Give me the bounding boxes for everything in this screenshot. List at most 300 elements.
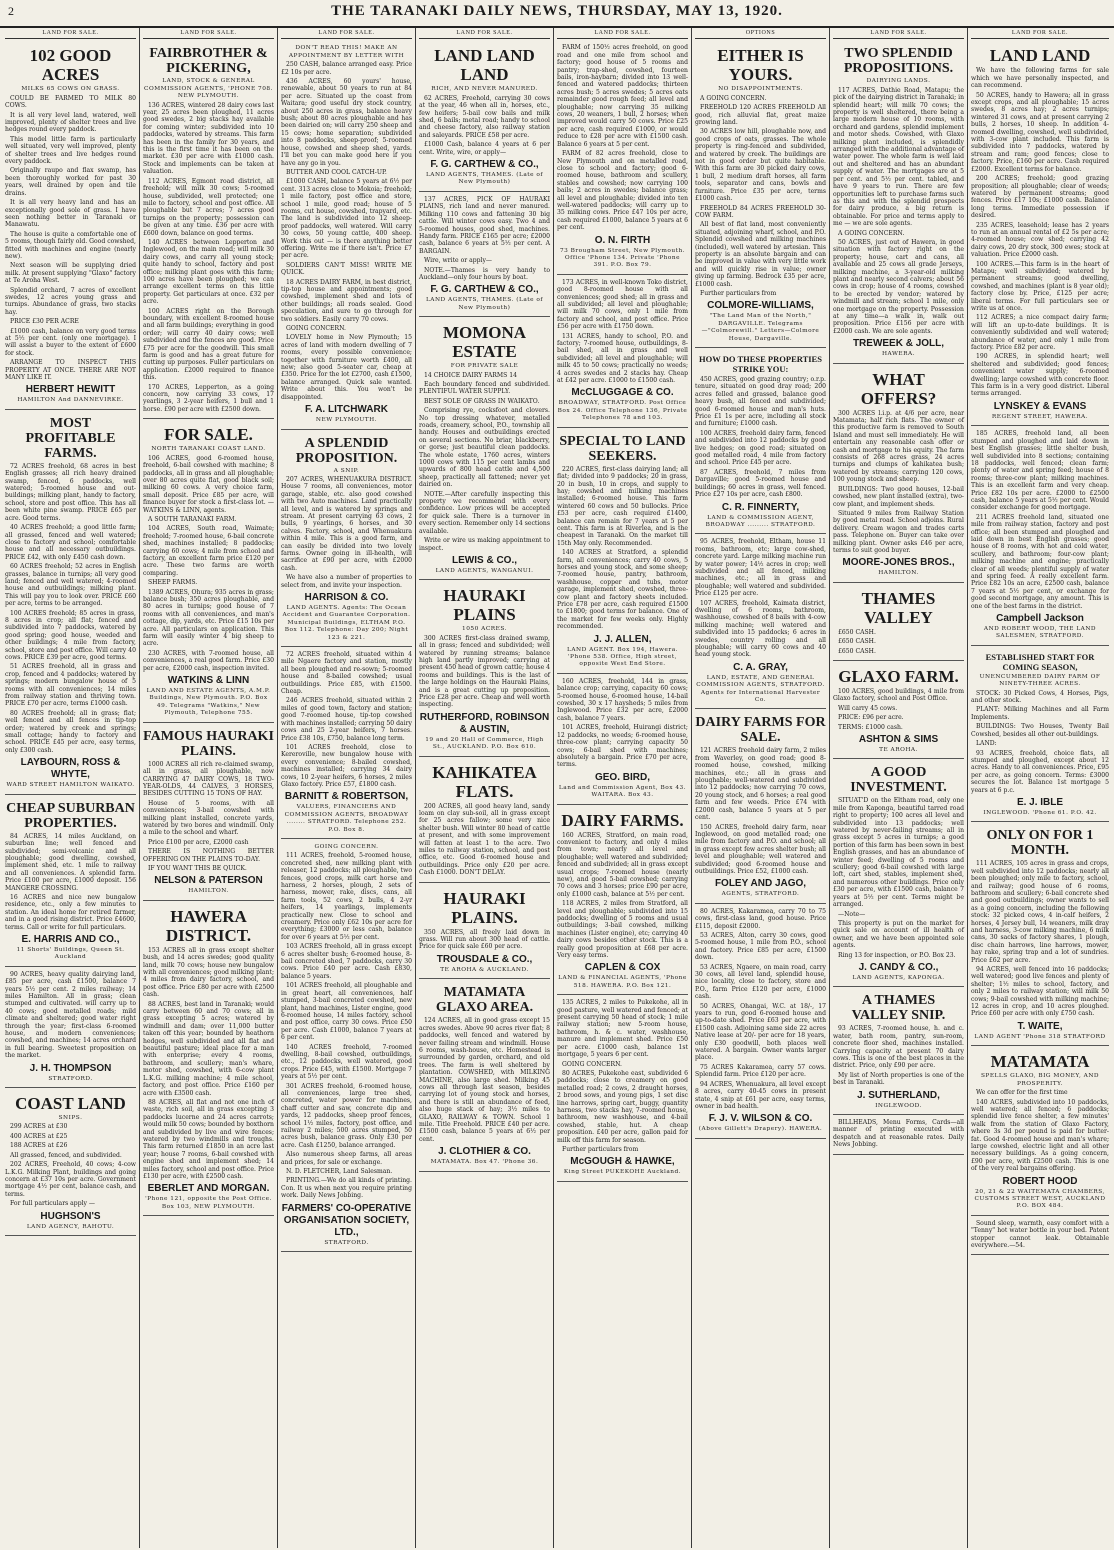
ad-paragraph: SOLDIERS CAN'T MISS! WRITE ME QUICK. <box>281 261 412 277</box>
agent-address: LAND AND ESTATE AGENTS, A.M.P. Buildings, New Plymouth. P.O. Box 49. Telegrams "Watkins," New Plymouth, Telephone 755. <box>146 688 271 717</box>
agent-name: E. J. IBLE <box>1016 796 1064 808</box>
ad-paragraph: PRICE: £96 per acre. <box>838 714 904 722</box>
agent-address: LAND AGENTS, THAMES. (Late of New Plymouth) <box>425 297 544 311</box>
ad-paragraph: 112 ACRES, Egmont road district, all freehold; will milk 30 cows; 5-roomed house, subdivided, well protected; one mile to factory, school and post office. All ploughable but 7 acres; 7 acres good turnips on the property; possession can be given at any time. £36 per acre with £600 down, balance on good terms. <box>143 177 274 237</box>
ad-subhead: GOING CONCERN. <box>314 843 379 850</box>
ad-paragraph: SHEEP FARMS. <box>148 579 198 587</box>
ad-paragraph: We have also a number of properties to select from, and invite your inspection. <box>281 574 412 589</box>
advertisement <box>281 432 412 648</box>
ad-paragraph: 140 ACRES freehold, 7-roomed dwelling, 8-bail cowshed, outbuildings, etc., 12 paddocks, well watered, good crops. Price £45, with £1500. Mortgage 7 years at 5½ per cent. <box>281 1043 412 1081</box>
agent-address: TE AROHA & AUCKLAND. <box>440 966 529 973</box>
ad-paragraph: GOING CONCERN. <box>562 1060 622 1068</box>
ad-paragraph: 50 ACRES, just out of Hawera, in good situation with factory right on the property; house, cart and cans, all available and 25 cows all grade Jerseys, milking machine, a 3-year-old milking plant and nearly second calvers; about 56 cows in crop; house of 4 rooms, cowshed to be erected by vendor; watered by windmill and stream; school 1 mile, only one mortgage on the property. Possession at any time—a walk in, walk out proposition. Price £156 per acre with £2000 cash. We are sole agents. <box>833 238 964 335</box>
ad-subhead: DAIRYING LANDS. <box>866 78 931 85</box>
ad-paragraph: Sound sleep, warmth, easy comfort with a "Tenny" hot water bottle in your bed. Patent stopper cannot leak. Obtainable everywhere.—54. <box>971 1219 1109 1249</box>
ad-headline: ONLY ON FOR 1 MONTH. <box>986 828 1094 859</box>
agent-address: BROADWAY, STRATFORD. Post Office Box 24. Office Telephone 136, Private Telephones 78 and 103. <box>557 400 688 422</box>
agent-name: FOLEY AND JAGO, <box>714 878 807 890</box>
ad-paragraph: THERE IS NOTHING BETTER OFFERING ON THE PLAINS TO-DAY. <box>143 848 274 863</box>
ad-headline: GLAXO FARM. <box>838 666 959 686</box>
ad-paragraph: For full particulars apply — <box>10 1200 96 1208</box>
ad-paragraph: ARRANGE TO INSPECT THIS PROPERTY AT ONCE. THERE ARE NOT MANY LIKE IT. <box>5 359 136 382</box>
ad-paragraph: 80 ACRES, Pukekohe east, subdivided 6 paddocks; close to creamery on good metalled road; 2 cows, 2 draught horses, 2 brood sows, and young pigs, 1 set disc line harrows, spring cart, buggy, quantity harness, two stacks hay, 7-roomed house, bathroom, new washhouse, and 4-bail cowshed, stable, hut. A cheap proposition. £40 per acre, gallon paid for milk off this farm for season. <box>557 1069 688 1144</box>
agent-name: EBERLET AND MORGAN. <box>147 1183 270 1195</box>
ad-headline: LAND LAND LAND <box>434 46 535 85</box>
ad-paragraph: 107 ACRES, freehold, Kaimata district, dwelling of 6 rooms, bathroom, washhouse, cowshed of 8 bails with 4-cow milking machine; well watered and subdivided into 15 paddocks; 6 acres in swedes, country rolling and all ploughable; will carry 60 cows and 40 head young stock. <box>695 599 826 659</box>
advertisement <box>695 536 826 709</box>
ad-headline: HAURAKI PLAINS. <box>443 888 526 927</box>
agent-address: 11 Shorts' Buildings, Queen St. Auckland <box>16 946 125 961</box>
ad-headline: HOW DO THESE PROPERTIES STRIKE YOU: <box>699 354 822 374</box>
agent-address: INGLEWOOD. <box>875 1102 922 1109</box>
agent-address: 19 and 20 Hall of Commerce, High St., AUCKLAND. P.O. Box 610. <box>425 736 544 751</box>
agent-address: HAWERA. <box>881 351 916 358</box>
advertisement <box>971 824 1109 1046</box>
ad-paragraph: Ring 13 for inspection, or P.O. Box 23. <box>838 951 956 959</box>
ad-paragraph: 101 ACRES, freehold, Huirangi district; 12 paddocks, no weeds; 6-roomed house, three-cow plant; carrying capacity 50 cows; 6-bail shed with machines; absolutely a bargain. Price £70 per acre, terms. <box>557 724 688 769</box>
advertisement <box>143 42 274 419</box>
ad-headline: ESTABLISHED START FOR COMING SEASON, <box>985 651 1095 672</box>
ad-paragraph: 173 ACRES, in well-known Toko district, good 8-roomed house with all conveniences; good shed; all in grass and all subdivided; all level and ploughable; will milk 70 cows, only 1 mile from factory and school, and post office. Price £56 per acre with £1750 down. <box>557 278 688 331</box>
ad-subhead: MILKS 65 COWS ON GRASS. <box>21 86 120 93</box>
agent-name: RUTHERFORD, ROBINSON & AUSTIN, <box>419 711 550 735</box>
advertisement <box>695 711 826 903</box>
advertisement <box>557 277 688 428</box>
advertisement <box>557 430 688 674</box>
advertisement <box>833 585 964 661</box>
agent-address: INGLEWOOD. 'Phone 61. P.O. 42. <box>983 809 1097 816</box>
advertisement <box>833 989 964 1115</box>
ad-paragraph: 100 ACRES freehold; 85 acres in grass, 8 acres in crop; all flat; fenced and subdivided into 7 paddocks, watered by good spring; good house, weeded and other buildings; 4 mile from factory, school, store and post office. Will carry 40 cows. PRICE £39 per acre, good terms. <box>5 609 136 661</box>
ad-headline: TWO SPLENDID PROPOSITIONS. <box>843 46 954 77</box>
agent-address: LAND AGENT 'Phone 318 STRATFORD <box>974 1033 1106 1040</box>
agent-address: WARD STREET HAMILTON WAIKATO. <box>6 782 135 789</box>
ad-paragraph: Originally raupo and flax swamp, has been thoroughly worked for past 30 years, well drained by open and tile drains. <box>5 167 136 197</box>
ad-paragraph: £650 CASH. <box>838 638 876 646</box>
advertisement <box>419 759 550 883</box>
ad-paragraph: 18 ACRES DAIRY FARM, in best district, tip-top house and appointments; good cowshed, implement shed and lots of other buildings; all roads sealed. Good speculation, and sure to go through for two soldiers. Easily carry 70 cows. <box>281 278 412 323</box>
column-heading: LAND FOR SALE. <box>971 28 1109 39</box>
agent-name: J. H. THOMPSON <box>29 1062 112 1074</box>
ad-paragraph: 88 ACRES, best land in Taranaki; would carry between 60 and 70 cows; all in grass excepting 5 acres; watered by windmill and dam; over 11,000 butter taken off this year; bounded by heathorn hedges, well subdivided and all flat and beautiful pasture; ideal place for a man with enterprise; every 4 rooms, bathroom, and scullery; man's whare, motor shed, cowshed, with 6-cow plant L.K.G. milking machine; 4 mile school, factory, and post office. Price £160 per acre with £3500 cash. <box>143 1000 274 1097</box>
ad-paragraph: 160 ACRES, Stratford, on main road, convenient to factory, and only 4 miles from town; nearly all level and ploughable; well watered and subdivided; fenced and subdivided; all in grass except usual crops; 7-roomed house (nearly new), and good 5-bail cowshed; carrying 70 cows and 3 horses; price £90 per acre, only £1000 cash, balance at 5½ per cent. <box>557 831 688 898</box>
ad-headline: MATAMATA GLAXO AREA. <box>435 985 534 1016</box>
ad-paragraph: STOCK: 30 Picked Cows, 4 Horses, Pigs, and other stock. <box>971 689 1109 705</box>
ad-paragraph: 230 ACRES, with 7-roomed house, all conveniences, a real good farm. Price £30 per acre, £2000 cash, inspection invited. <box>143 649 274 672</box>
ad-paragraph: Each boundary fenced and subdivided. PLENTIFUL WATER SUPPLY. <box>419 380 550 396</box>
ad-paragraph: 60 ACRES freehold; 52 acres in English grasses, balance in turnips; all very good land; fenced and well watered; 4-roomed house and outbuildings; milking plant. This will pay you to look over. PRICE £60 per acre, terms to be arranged. <box>5 563 136 608</box>
ad-paragraph: 118 ACRES, 2 miles from Stratford, all level and ploughable; subdivided into 15 paddocks; dwelling of 5 rooms and usual outbuildings; 3-bail cowshed, milking machines (Lister engine), etc; carrying 40 dairy cows besides other stock. This is a really good proposition at £68 per acre. Very easy terms. <box>557 900 688 960</box>
ad-paragraph: Price £100 per acre, £2000 cash <box>148 838 249 846</box>
advertisement <box>5 1090 136 1236</box>
ad-subhead: NORTH TARANAKI COAST LAND. <box>151 446 266 453</box>
agent-address: STRATFORD. <box>48 1075 93 1082</box>
ad-paragraph: 53 ACRES, Ngaere, on main road, carry 30 cows, all level land, splendid house, nice locality, close to factory, store and P.O., farm Price £120 per acre, £1000 cash. <box>695 963 826 1001</box>
advertisement <box>419 582 550 756</box>
agent-name: E. HARRIS AND CO., <box>21 933 120 945</box>
advertisement <box>557 997 688 1182</box>
ad-headline: CHEAP SUBURBAN PROPERTIES. <box>6 800 135 831</box>
ad-paragraph: 299 ACRES at £30 <box>10 1123 68 1131</box>
ad-paragraph: 1389 ACRES, Ohura; 935 acres in grass; balance bush; 350 acres ploughable, and 80 acres in turnips; good house of 7 rooms with all conveniences, and man's cottage, dip, yards, etc. Price £15 10s per acre. All particulars on application. This farm will easily winter 4 big sheep to acre. <box>143 588 274 648</box>
ad-headline: KAHIKATEA FLATS. <box>432 762 537 801</box>
column-6 <box>692 28 830 1548</box>
advertisement <box>971 1218 1109 1256</box>
ad-paragraph: 300 ACRES l.i.p. at 4/6 per acre, near Matamata; half rich flats. The owner of this productive farm is removed to South Island and must sell immediately. He will entertain any reasonable cash offer or cash and mortgage to his equity. The farm consists of 268 acres grass, 24 acres turnips and clumps of kahikatea bush; watered by streams; carrying 120 cows, 100 young stock and sheep. <box>833 409 964 484</box>
ad-paragraph: 160 ACRES, freehold, 144 in grass, balance crop; carrying, capacity 60 cows; 5-roomed house, 6-roomed house, 14-bail cowshed, 30 x 17 haysheds; 5 miles from Inglewood. Price £32 per acre, £2000 cash, balance 7 years. <box>557 677 688 722</box>
ad-paragraph: BEST SOLE OF GRASS IN WAIKATO. <box>424 397 540 405</box>
agent-name: ASHTON & SIMS <box>858 734 939 745</box>
ad-paragraph: 185 ACRES, freehold land, all been stumped and ploughed and laid down in best English grasses; little shelter bush, well subdivided into 8 sections; containing 18 paddocks, well fenced; clean farm; plenty of water and spring feed; house of 8 rooms; three-cow plant; milking machines. This is an excellent farm and very cheap. Price £82 10s per acre. £2000 to £2500 cash, balance 5 years at 5½ per cent. Would consider exchange for good mortgage. <box>971 430 1109 512</box>
agent-name: GEO. BIRD, <box>594 771 650 783</box>
agent-name: F. G. CARTHEW & CO., <box>430 284 539 296</box>
column-heading: LAND FOR SALE. <box>419 28 550 39</box>
ad-paragraph: 100 ACRES, freehold dairy farm, fenced and subdivided into 12 paddocks by good live hedges; on good road; situated on good metalled road, 4 mile from factory and school. Price £45 per acre. <box>695 429 826 467</box>
advertisement <box>971 648 1109 823</box>
agent-address: Land and Commission Agent, Box 43. WAITARA. Box 43. <box>558 784 687 799</box>
ad-headline: DAIRY FARMS. <box>561 810 684 830</box>
ad-paragraph: Next season will be supplying dried milk. At present supplying "Glaxo" factory at Te Aroha West. <box>5 262 136 285</box>
ad-paragraph: Also numerous sheep farms, all areas and prices, for sale or exchange. <box>281 1151 412 1166</box>
ad-headline: WHAT OFFERS? <box>860 369 937 408</box>
ad-headline: EITHER IS YOURS. <box>717 46 804 85</box>
agent-address: (Above Gillett's Drapery). HAWERA. <box>698 1126 823 1133</box>
ad-headline: FOR SALE. <box>164 425 253 445</box>
ad-paragraph: Further particulars from <box>562 1145 639 1153</box>
advertisement <box>833 42 964 363</box>
ad-paragraph: 75 ACRES Kakaramea, carry 57 cows. Splendid farm. Price £120 per acre. <box>695 1063 826 1079</box>
advertisement <box>557 807 688 996</box>
advertisement <box>695 42 826 348</box>
ad-paragraph: 103 ACRES freehold, all in grass except 6 acres shelter bush; 6-roomed house, 8-bail concreted shed, 7 paddocks, carry 30 cows. Price £40 per acre. Cash £830, balance 5 years. <box>281 943 412 980</box>
ad-paragraph: 188 ACRES at £26 <box>10 1142 68 1150</box>
ad-paragraph: £1000 CASH, balance 5 years at 6½ per cent. 313 acres close to Mokoia; freehold; 1 mile factory, post office and store, school 1 mile, good road; house of 5 rooms, cut house, cowshed, trapyard, etc. The land is subdivided into 12 sheep-proof paddocks, well watered. Will carry 30 cows, 50 young cattle, 400 sheep. Work this out — is there anything better offering. Write me if there isn't. Price £7 per acre. <box>281 178 412 260</box>
column-heading: LAND FOR SALE. <box>143 28 274 39</box>
ad-paragraph: 100 ACRES right on the Borough boundary, with excellent 8-roomed house and all farm buildings; everything in good order; will carry 40 dairy cows; well subdivided and the fences are good. Price £75 per acre for the goodwill. This small farm is good and has a great future for cutting up purposes. Fuller particulars on application. £2000 required to finance this. <box>143 307 274 382</box>
ad-paragraph: 436 ACRES, 60 yours' house, renewable, about 50 years to run at 84 per acre. Situated up the coast from Waitara; good useful dry stock country, about 250 acres in grass, balance heavy bush; about 80 acres ploughable and has been dairied on; will carry 250 sheep and 15 cows; home separation; subdivided into 8 paddocks, sheep-proof; 5-roomed house, cowshed and sheep shed, yards. I'll bet you can make good here if you have any go in you. <box>281 78 412 167</box>
column-8 <box>968 28 1112 1548</box>
ad-headline: COAST LAND <box>15 1094 126 1114</box>
advertisement <box>143 903 274 1216</box>
ad-paragraph: 72 ACRES freehold, 68 acres in best English grasses; all rich heavy drained swamp, fenced, 6 paddocks, well watered; 5-roomed house and out-buildings; milking plant, handy to factory, school, store and post office. This has all been white pine swamp. PRICE £65 per acre. Good terms. <box>5 462 136 522</box>
column-heading: LAND FOR SALE. <box>833 28 964 39</box>
ad-paragraph: The house is quite a comfortable one of 5 rooms, though fairly old. Good cowshed, fitted with machines and engine (nearly new). <box>5 230 136 260</box>
ad-headline: A GOOD INVESTMENT. <box>850 765 947 796</box>
ad-headline: 102 GOOD ACRES <box>29 46 112 85</box>
agent-name: LYNSKEY & EVANS <box>993 400 1087 412</box>
ad-paragraph: A SOUTH TARANAKI FARM. <box>148 515 237 523</box>
ad-paragraph: 190 ACRES, in splendid heart; well sheltered and subdivided; good fences; convenient water supply; 6-roomed dwelling; large cowshed with concrete floor. This farm is in a very good district. Liberal terms arranged. <box>971 353 1109 398</box>
ad-paragraph: 136 ACRES, wintered 28 dairy cows last year, 25 acres been ploughed, 11 acres good swedes, 2 big stacks hay available for coming winter; subdivided into 10 paddocks, watered by streams. This farm has been in the family for 30 years, and this is the first time it has been on the market. £30 per acre with £1000 cash. Stock and implements can be taken at valuation. <box>143 101 274 176</box>
ad-paragraph: 153 ACRES all in grass except shelter bush, and 14 acres swedes; good quality land, milk 70 cows; house new bungalow with all conveniences; good milking plant; 4 miles from dairy factory, school, and post office. Price £80 per acre with £2500 cash. <box>143 946 274 999</box>
ad-paragraph: 40 ACRES freehold; a good little farm; all grassed, fenced and well watered; close to factory and school; comfortable house and all necessary outbuildings. PRICE £42, with only £450 cash down. <box>5 524 136 561</box>
ad-paragraph: 101 ACRES freehold, close to Kereroville, new bungalow house with every convenience; 8-bailed cowshed, machines installed; carrying 34 dairy cows, 10 2-year heifers, 6 horses, 2 miles Glaxo factory. Price £57, £1800 cash. <box>281 743 412 788</box>
ad-paragraph: Write or wire us making appointment to inspect. <box>419 537 550 552</box>
ad-paragraph: BUILDINGS: Two good houses, 12-bail cowshed, new plant installed (extra), two-cow plant, and implement sheds. <box>833 485 964 508</box>
agent-name: FARMERS' CO-OPERATIVE ORGANISATION SOCIETY, LTD., <box>281 1202 412 1238</box>
column-2 <box>140 28 278 1548</box>
ad-headline: LAND LAND <box>989 46 1091 66</box>
ad-paragraph: 50 ACRES, Ohangai, W.C. at 18/-, 17 years to run, good 6-roomed house and up-to-date shed. Price £63 per acre, with £1500 cash. Adjoining same side 22 acres Native lease at 20/- per acre for 18 years, only £30 goodwill, both places well watered. A bargain. Owner wants larger place. <box>695 1002 826 1062</box>
ad-paragraph: 150 ACRES, freehold dairy farm, near Inglewood, on good metalled road; one mile from factory and P.O. and school; all in grass except few acres shelter bush; all level and ploughable; well watered and subdivided; good 6-roomed house and outbuildings. Price £52, £1000 cash. <box>695 823 826 875</box>
advertisement <box>143 725 274 901</box>
ad-headline: THAMES VALLEY <box>861 588 936 627</box>
ad-paragraph: A GOING CONCERN. <box>700 94 767 102</box>
ad-paragraph: 140 ACRES at Stratford, a splendid farm, all conveniences; carry 40 cows, 5 horses and young stock, and some sheep; 7-roomed house, pantry, bathroom, washhouse, copper and tubs, motor garage, implement shed, cowshed, three-cow plant and factory sheets included. Price £78 per acre, cash required £1500 to £1800; good terms for balance. One of the market for few weeks only. Highly recommended. <box>557 549 688 631</box>
advertisement <box>419 194 550 317</box>
ad-paragraph: House of 5 rooms, with all conveniences; 3-bail cowshed with milking plant installed, concrete yards, watered by two bores and windmill. Only a mile to the school and wharf. <box>143 799 274 837</box>
ad-paragraph: 301 ACRES freehold, 6-roomed house, all conveniences, large tree shed, concreted, water power for machines, chaff cutter and saw, concrete dip and yards, 12 paddocks, sheep proof fences, school 1½ miles, factory, post office, and railway 2 miles; 500 acres stumped, 50 acres bush, balance grass. Only £30 per acre. Cash £1250, balance arranged. <box>281 1082 412 1149</box>
agent-name: HERBERT HEWITT <box>25 384 116 396</box>
ad-paragraph: 90 ACRES, heavy quality dairying land, £85 per acre, cash £1500, balance 7 years 5½ per cent. 2 miles railway; 14 miles Hamilton. All in grass; clean stumped and cultivated. will carry up to 40 cows; good metalled roads; mild climate and sheltered; good water right through the year; first-class 6-roomed house, and modern conveniences; cowshed, and machines; 14 acres orchard in full bearing. Sweetest proposition on the market. <box>5 970 136 1060</box>
ad-paragraph: Splendid orchard, 7 acres of excellent swedes, 12 acres young grass and turnips. Abundance of grass, two stacks hay. <box>5 286 136 316</box>
ad-paragraph: 80 ACRES freehold; all in grass; flat; well fenced and all fences in tip-top order; watered by creek and springs; small cottage; handy to factory and school. PRICE £45 per acre, easy terms, only £300 cash. <box>5 709 136 754</box>
agent-name: T. WAITE, <box>1017 1020 1063 1032</box>
advertisement <box>419 319 550 580</box>
agent-address: 73 Brougham Street, New Plymouth. Office 'Phone 134. Private 'Phone 391. P.O. Box 79. <box>559 247 686 269</box>
ad-paragraph: FREEHOLD 84 ACRES FREEHOLD 30-COW FARM. <box>695 204 826 219</box>
column-heading: OPTIONS <box>695 28 826 39</box>
ad-headline: HAURAKI PLAINS <box>443 586 526 625</box>
ad-paragraph: FARM of 150½ acres freehold, on good road and one mile from school and factory; good house of 5 rooms and pantry; trap-shed, cowshed, fourteen bails, iron-haybarn; divided into 13 well-fenced and watered paddocks; thirteen acres bush; 5 acres swedes; 5 acres oats remainder good rough feed; all level and ploughable; now carrying 35 milking cows, 20 weaners, 1 bull, 2 horses; when improved would carry 50 cows. Price £25 per acre, cash required £1000, or would reduce to £28 per acre with £1500 cash. Balance 6 years at 5 per cent. <box>557 44 688 148</box>
ad-paragraph: Situated 9 miles from Railway Station by good metal road. School adjoins. Rural delivery. Cream wagon and trades carts pass. Telephone on. Buyer can take over milking plant. Owner asks £46 per acre, terms to suit good buyer. <box>833 509 964 554</box>
ad-paragraph: 121 ACRES freehold dairy farm, 2 miles from Waverley, on good road; good 8-roomed house, cowshed, milking machines, etc.; all in grass and ploughable; well-watered and subdivided into 12 paddocks; now carrying 70 cows, 20 young stock, and 6 horses; a real good farm and few weeds. Price £74 with £2000 cash, balance 5 years at 5 per cent. <box>695 747 826 822</box>
agent-address: HAMILTON And DANNEVIRKE. <box>17 397 124 404</box>
ad-paragraph: N. D. FLETCHER, Land Salesman. <box>286 1168 393 1176</box>
advertisement <box>971 428 1109 646</box>
advertisement <box>5 797 136 967</box>
ad-subhead: NO DISAPPOINTMENTS. <box>718 86 803 93</box>
ad-paragraph: We can offer for the first time <box>976 1089 1068 1097</box>
agent-address: LAND, ESTATE, AND GENERAL COMMISSION AGENTS, STRATFORD. Agents for International Harvester Co. <box>696 674 825 704</box>
page-number: 2 <box>8 4 15 18</box>
agent-address: STRATFORD. <box>324 1239 369 1246</box>
ad-subhead: FOR PRIVATE SALE <box>450 363 519 370</box>
ad-paragraph: Comprising rye, cocksfoot and clovers. No top dressing whatever, metalled roads, creamery, school, P.O., township all handy. Houses and outbuildings erected on several sections. No briar, blackberry, or gorse; just beautiful clean paddocks. The whole estate, 1760 acres, winters 1000 cows with 115 per cent lambs and upwards of 800 head cattle and 4,500 sheep, practically all fattened; never yet dairied on. <box>419 407 550 489</box>
column-7 <box>830 28 968 1548</box>
agent-name: ROBERT HOOD <box>1002 1175 1078 1187</box>
ad-paragraph: 400 ACRES at £25 <box>10 1132 68 1140</box>
agent-name: McGOUGH & HAWKE, <box>570 1156 675 1168</box>
ad-paragraph: All grassed, fenced, and subdivided. <box>10 1151 122 1159</box>
ad-paragraph: 207 ACRES, WHENUAKURA DISTRICT. House 7 rooms, all conveniences, motor garage, stable, etc. also good cowshed with two Auto machines. Land practically all level, and is watered by springs and stream. At present carrying 63 cows, 2 bulls, 9 yearlings, 6 horses, and 30 calves. Factory, school, and Whenuakura within 4 mile. This is a good farm, and can easily be divided into two lovely farms. Owner going in ill-health, will sacrifice at £90 per acre, with £2000 cash. <box>281 475 412 572</box>
advertisement <box>695 906 826 1139</box>
agent-name: J. SUTHERLAND, <box>857 1089 940 1101</box>
agent-name: J. CLOTHIER & CO. <box>438 1146 531 1158</box>
ad-paragraph: 246 ACRES freehold, situated within 2 miles of good town, factory and station; good 7-roomed house, tip-top cowshed with machines installed; carrying 50 dairy cows and 25 2-year heifers, 7 horses. Price £38 10s, £750, balance long term. <box>281 697 412 742</box>
ad-headline: SPECIAL TO LAND SEEKERS. <box>559 433 686 464</box>
ad-paragraph: 14 CHOICE DAIRY FARMS 14 <box>424 371 517 379</box>
ad-paragraph: 131 ACRES, handy to school, P.O. and factory; 7-roomed house, outbuildings, 8-bail shed, all in grass and well subdivided; all level and ploughable; will milk 45 to 50 cows; practically no weeds; 4 acres swedes and 2 stacks hay. Cheap at £42 per acre. £1000 to £1500 cash. <box>557 332 688 385</box>
ad-headline: MATAMATA <box>990 1052 1090 1072</box>
masthead <box>0 0 1114 28</box>
ad-paragraph: Further particulars from <box>700 289 777 297</box>
ad-paragraph: 202 ACRES, Freehold, 40 cows; 4-cow L.K.G. Milking Plant, buildings and going concern at £37 10s per acre. Government mortgage 4½ per cent, balance cash, and terms. <box>5 1161 136 1198</box>
ad-paragraph: 50 ACRES, handy to Hawera; all in grass except crops, and all ploughable; 15 acres swedes, 8 acres hay; 2 acres turnips; wintered 31 cows, and at present carrying 2 bulls, 2 horses, 10 sheep. In addition 4-roomed dwelling, cowshed, well subdivided, with 3-cow plant included. This farm is subdivided into 7 paddocks, watered by stream and ram; good fences; close to factory. Price, £160 per acre. Cash required £2000. Excellent terms for balance. <box>971 91 1109 173</box>
ad-headline: A SPLENDID PROPOSITION. <box>295 435 398 466</box>
ad-headline: A THAMES VALLEY SNIP. <box>851 993 946 1024</box>
agent-address: HAMILTON. <box>188 888 229 895</box>
ad-paragraph: 200 ACRES; freehold; good grazing proposition; all ploughable; clear of weeds; watered by permanent streams; good fences. Price £17 10s; £1000 cash. Balance long terms. Immediate possession if desired. <box>971 175 1109 220</box>
agent-address: LAND AGENCY, RAHOTU. <box>26 1223 115 1230</box>
advertisement <box>833 1117 964 1155</box>
ad-paragraph: 250 CASH, balance arranged easy. Price £2 10s per acre. <box>281 61 412 76</box>
ad-paragraph: FARM of 82 acres freehold, close to New Plymouth and on metalled road, close to school and factory; good 6-roomed house, bathroom and scullery, stables and cowshed; now carrying 100 bails; 2 acres in swedes; balance grass; all level and ploughable; divided into ten well-watered paddocks; will carry up to 35 milking cows. Price £47 10s per acre, cash required £1000, balance 5 years at 6 per cent. <box>557 150 688 232</box>
agent-name: TROUSDALE & CO., <box>436 953 533 965</box>
column-4 <box>416 28 554 1548</box>
agent-name: J. J. ALLEN, <box>593 633 652 645</box>
ad-subhead: RICH, AND NEVER MANURED. <box>431 86 538 93</box>
ad-paragraph: COULD BE FARMED TO MILK 80 COWS. <box>5 94 136 110</box>
ad-paragraph: FREEHOLD 120 ACRES FREEHOLD All good, rich alluvial flat, great maize growing land. <box>695 104 826 127</box>
ad-paragraph: LAND: <box>976 740 997 748</box>
ad-paragraph: Wire, write or apply— <box>424 257 493 265</box>
ad-subhead: SNIPS. <box>58 1115 83 1122</box>
column-heading: LAND FOR SALE. <box>5 28 136 39</box>
ad-paragraph: £1000 cash, balance on very good terms at 5½ per cent. (only one mortgage). I will assist a buyer to the extent of £600 for stock. <box>5 327 136 357</box>
classified-page <box>2 28 1112 1548</box>
agent-name: McCLUGGAGE & CO. <box>571 387 674 399</box>
ad-headline: MOST PROFITABLE FARMS. <box>25 415 116 461</box>
agent-address: 20, 21 & 22 WAITEMATA CHAMBERS, CUSTOMS STREET WEST, AUCKLAND P.O. BOX 484. <box>974 1188 1106 1210</box>
agent-name: F. G. CARTHEW & CO., <box>430 159 539 171</box>
ad-paragraph: 220 ACRES, first-class dairying land; all flat; divided into 9 paddocks; 20 in grass, 20 in bush, 10 in crops, and supply to hay; cowshed and milking machines installed; 6-roomed house. This farm wintered 60 cows and 50 bullocks. Price £53 per acre, cash required £1400, balance can remain for 7 years at 5 per cent. This farm is at Riverlea, and is the cheapest in Taranaki. On the market till 15th May only. Recommended. <box>557 465 688 547</box>
agent-address: HAMILTON. <box>878 570 919 577</box>
agent-address: King Street PUKEKOHE Auckland. <box>563 1169 682 1176</box>
ad-paragraph: Will carry 45 cows. <box>838 704 898 712</box>
agent-address: LAND AGENTS, THAMES. (Late of New Plymouth) <box>425 172 544 186</box>
ad-subhead: A SNIP. <box>333 467 360 474</box>
agent-name: LAYBOURN, ROSS & WHYTE, <box>20 757 121 781</box>
advertisement <box>833 366 964 583</box>
ad-paragraph: 95 ACRES, freehold, Eltham, house 11 rooms, bathroom, etc; large cow-shed, concrete yard. Large milking machine run by water power; 14½ acres in crop; well subdivided and all fenced, milking machines, etc.; all in grass and ploughable; well watered and subdivided. Price £125 per acre. <box>695 538 826 598</box>
agent-name: C. A. GRAY, <box>733 661 788 673</box>
agent-address: LAND AGENT. Box 194, Hawera. 'Phone 538. Office, High street, opposite West End Store. <box>566 646 678 668</box>
agent-address: AND ROBERT WOOD, THE LAND SALESMEN, STRATFORD. <box>983 626 1097 640</box>
advertisement <box>281 42 412 429</box>
ad-subhead: LAND, STOCK & GENERAL COMMISSION AGENTS, 'PHONE 708. NEW PLYMOUTH. <box>144 78 273 100</box>
advertisement <box>419 42 550 191</box>
ad-paragraph: This property is put on the market for quick sale on account of ill health of owner, and we have been appointed sole agents. <box>833 919 964 950</box>
agent-address: TE AROHA. <box>879 747 918 753</box>
ad-paragraph: —Note— <box>838 910 866 918</box>
ad-paragraph: BUTTER AND COOL CATCH-UP. <box>286 168 387 176</box>
ad-paragraph: £650 CASH. <box>838 628 876 636</box>
ad-paragraph: 101 ACRES freehold, all ploughable and in great heart, all conveniences, half stumped, 3-bail concreted cowshed, new plant, hand machines, Lister engine, good 6-roomed house, 14 miles factory, school and post office, carry 30 cows. Price £50 per acre. Cash £1000, balance 7 years at 6 per cent. <box>281 982 412 1042</box>
ad-paragraph: All best of flat land, most conveniently situated, adjoining wharf, school, and P.O. Splendid cowshed and milking machines (included), well watered by artesian. This property is an absolute bargain and can be improved in value with very little work and will quickly rise in value; owner giving up farming. Bedrock £35 per acre, £1000 cash. <box>695 221 826 288</box>
ad-paragraph: NOTE.—After carefully inspecting this property we recommend with every confidence. Low prices will be accepted for quick sale. There is a turnover in every section. Remember only 14 sections available. <box>419 490 550 535</box>
agent-address: "The Land Man of the North," DARGAVILLE. Telegrams—"Colmorewill." Letters—Colmore House, Dargaville. <box>701 313 820 342</box>
advertisement <box>833 761 964 987</box>
advertisement <box>5 42 136 409</box>
ad-paragraph: 88 ACRES, all flat and not one inch of waste, rich soil, all in grass excepting 3 paddocks lucerne and 24 acres carrots; would milk 50 cows; bounded by boxthorn and subdivided by live and wire fences; watered by two windmills and troughs. This farm returned £1850 in an acre last year; house 7 rooms, 6-bail cowshed with engine shed and implement shed; 14 miles factory, school and post office. Price £130 per acre, with £2500 cash. <box>143 1098 274 1180</box>
agent-name: J. CANDY & CO., <box>858 961 939 973</box>
ad-headline: FAMOUS HAURAKI PLAINS. <box>143 728 274 759</box>
ad-paragraph: 80 ACRES, Kakaramea, carry 70 to 75 cows, first-class land, good house. Price £115, deposit £2000. <box>695 907 826 930</box>
advertisement <box>419 885 550 980</box>
ad-paragraph: PRICE £30 PER ACRE <box>10 318 79 326</box>
ad-paragraph: 53 ACRES, Alton, carry 30 cows, good 5-roomed house, 1 mile from P.O., school and factory. Price £85 per acre, £1500 down. <box>695 931 826 962</box>
advertisement <box>695 350 826 534</box>
ad-paragraph: TERMS: £1000 cash. <box>838 723 903 731</box>
newspaper-title: THE TARANAKI DAILY NEWS, THURSDAY, MAY 13, 1920. <box>331 3 783 19</box>
advertisement <box>143 421 274 722</box>
ad-paragraph: 124 ACRES, all in good grass except 15 acres swedes. Above 90 acres river flat; 8 paddocks, well fenced and watered by never failing stream and windmill. House 6 rooms, wash-house, etc. Homestead is surrounded by garden, orchard, and old trees. The farm is well sheltered by plantation. COWSHED, with MILKING MACHINE, also large shed. Milking 45 cows all through last season, besides carrying lot of young stock and horses, and there is still an abundance of feed, also huge stack of hay; 3½ miles to GLAXO, RAILWAY & TOWN. School 1 mile. Title Freehold. PRICE £40 per acre. £1500 cash, balance 5 years at 6½ per cent. <box>419 1017 550 1143</box>
ad-paragraph: 111 ACRES, freehold, 5-roomed house, concreted shed, new milking plant with releaser, 12 paddocks; all ploughable, two fences, good crops, milk cart horse and harness, 2 horses, plough, 2 sets of harness, mower, rake, discs, cans, all farm tools, 52 cows, 2 bulls, 4 2-yr heifers, 14 yearlings, implements practically new. Close to school and creamery. Price only £62 10s per acre for everything; £3000 or less cash, balance for over 6 years at 5½ per cent. <box>281 852 412 941</box>
agent-name: TREWEEK & JOLL, <box>852 338 945 350</box>
agent-name: Campbell Jackson <box>996 613 1084 625</box>
ad-paragraph: My list of North properties is one of the best in Taranaki. <box>833 1071 964 1087</box>
advertisement <box>419 981 550 1171</box>
column-5 <box>554 28 692 1548</box>
ad-paragraph: 170 ACRES, Lepperton, as a going concern, now carrying 33 cows, 17 yearlings, 3 2-year heifers, 1 bull and 1 horse. £90 per acre with £2500 down. <box>143 383 274 413</box>
agent-name: C. R. FINNERTY, <box>721 501 800 513</box>
agent-name: F. J. V. WILSON & CO. <box>708 1113 813 1125</box>
column-heading: LAND FOR SALE. <box>557 28 688 39</box>
ad-paragraph: 94 ACRES, well fenced into 16 paddocks; well watered; good live fences and plenty of shelter; 1½ miles to school, factory, and only 2 miles to railway station; will milk 50 cows; 9-bail cowshed with milking machine; 12 acres in crop, and 10 acres ploughed. Price £60 per acre with only £750 cash. <box>971 966 1109 1018</box>
ad-paragraph: 94 ACRES, Whenuakura, all level except 8 acres, carry 40-45 cows in present state, 4 snip at £61 per acre, easy terms, owner in bad health. <box>695 1080 826 1110</box>
ad-subhead: SPELLS GLAXO, BIG MONEY, AND PROSPERITY. <box>980 1073 1100 1087</box>
ad-paragraph: 450 ACRES, good grazing country; o.r.p. tenure, situated on good dray road; 200 acres felled and grassed, balance good heavy bush, all fenced and subdivided; good 6-roomed house and man's huts. Price £1 1s per acre, including all stock and furniture; £1000 cash. <box>695 376 826 428</box>
agent-address: NEW PLYMOUTH. <box>315 417 378 424</box>
ad-paragraph: 140 ACRES, subdivided into 10 paddocks, well watered; all fenced; 6 paddocks; splendid live fence shelter, a few minutes' walk from the station of Glaxo Factory, where 3s 3d per pound is paid for butter-fat. Good 4-roomed house and man's whare; large cowshed, electric light and all other necessary buildings. As a going concern, £90 per acre, with £2500 cash. This is one of the very real bargains offering. <box>971 1098 1109 1173</box>
ad-paragraph: 300 ACRES first-class drained swamp, all in grass; fenced and subdivided; well watered by running streams; balance high land partly improved; carrying at present 450 head of grown cattle; house 4 rooms and buildings. This is the last of the large holdings on the Hauraki Plains, and is a great cutting up proposition. Price £28 per acre. Cheap and well worth inspecting. <box>419 634 551 709</box>
ad-paragraph: PRINTING.—We do all kinds of printing. Con. It us when next you require printing work. Daily News Jobbing. <box>281 1177 412 1200</box>
ad-paragraph: 93 ACRES, 7-roomed house, h. and c. water, bath room, pantry, sun-room, concrete floor shed, machines installed. Carrying capacity at present 70 dairy cows. This is one of the best places in the district. Price, only £90 per acre. <box>833 1025 964 1070</box>
ad-paragraph: £1000 Cash, balance 4 years at 6 per cent. Write, wire, or apply— <box>419 141 550 156</box>
ad-subhead: 1050 ACRES. <box>462 626 507 633</box>
ad-paragraph: 140 ACRES between Lepperton and Inglewood, on the main road; will milk 30 dairy cows, and carry all young stock; quite handy to school, factory and post office; milking plant goes with this farm; 100 acres have been ploughed; we can arrange excellent terms on this little property. Get particulars at once. £32 per acre. <box>143 238 274 306</box>
ad-paragraph: A GOING CONCERN. <box>838 229 905 237</box>
ad-paragraph: This model little farm is particularly well situated, very well improved, plenty of shelter trees and live hedges round every paddock. <box>5 135 136 166</box>
agent-name: O. N. FIRTH <box>594 234 651 246</box>
agent-address: VALUERS, FINANCIERS AND COMMISSION AGENTS, BROADWAY ........ STRATFORD. Telephone 252. P.O. Box 8. <box>284 804 409 833</box>
agent-address: LAND AGENTS, WANGANUI. <box>435 567 534 574</box>
ad-paragraph: 137 ACRES, PICK OF HAURAKI PLAINS, rich land and never manured. Milking 110 cows and fattening 30 big cattle. Will winter cows easy. Two 4 and 5-roomed houses, good shed, machines. Handy farm. PRICE £165 per acre; £2000 cash, balance 6 years at 5½ per cent. A BARGAIN. <box>419 195 550 255</box>
ad-paragraph: £650 CASH. <box>838 647 876 655</box>
column-heading: LAND FOR SALE. <box>281 28 412 39</box>
agent-name: HUGHSON'S <box>40 1210 101 1222</box>
ad-paragraph: 112 ACRES; a nice compact dairy farm; will lift an up-to-date buildings. It is conveniently subdivided and well watered; abundance of water, and only 1 mile from factory. Price £82 per acre. <box>971 314 1109 352</box>
ad-paragraph: 106 ACRES, good 6-roomed house, freehold, 6-bail cowshed with machine; 8 paddocks, all in grass and all ploughable; over 80 acres quite flat, good black soil; milking 60 cows. A very choice farm, small deposit. Price £85 per acre, will finance buyer for stock a first-class lot. — WATKINS & LINN, agents. <box>143 454 274 514</box>
ad-paragraph: 200 ACRES, all good heavy land, sandy loam on clay sub-soil, all in grass except for 25 acres fallow; some very nice shelter bush. Will winter 80 head of cattle at present, and with some improvement will fatten at least 1 to the acre. Two miles to railway station, school, and post office, etc. Good 6-roomed house and outbuildings. Price only £20 per acre. Cash £1000. DON'T DELAY. <box>419 802 550 877</box>
ad-paragraph: 87 ACRES, freehold, 7 miles from Dargaville; good 5-roomed house and buildings; 60 acres in grass, well fenced. Price £27 10s per acre, cash £800. <box>695 468 826 499</box>
agent-name: LEWIS & CO., <box>452 554 517 566</box>
agent-address: LAND AGENTS, KAPONGA. <box>852 974 945 981</box>
ad-paragraph: PLANT: Milking Machines and all Farm Implements. <box>971 706 1109 721</box>
agent-name: F. A. LITCHWARK <box>305 404 388 416</box>
ad-paragraph: 100 ACRES.—This farm is in the heart of Matapu; well subdivided; watered by permanent streams; good dwelling, cowshed, and machines (plant is 8 year old); factory close by. Price, £125 per acre; liberal terms. For full particulars see or write us at once. <box>971 260 1109 312</box>
advertisement <box>833 663 964 759</box>
ad-paragraph: We have the following farms for sale which we have personally inspected, and can recommend. <box>971 67 1109 90</box>
ad-paragraph: SITUAT'D on the Eltham road, only one mile from Kaponga, beautiful tarred road right to property; 100 acres all level and subdivided into 13 paddocks; well watered by never-failing streams; all in grass except 5 acres in turnips; a good portion of this farm has been sown in best English grasses, and has an abundance of winter feed; dwelling of 5 rooms and scullery; good 6-bail cowshed with large loft, cart shed, stables, implement shed, and numerous other buildings. Price only £30 per acre, with £1500 cash, balance 7 years at 5½ per cent. Terms might be arranged. <box>833 797 964 909</box>
ad-paragraph: 350 ACRES, all freely laid down in grass. Will run about 300 head of cattle. Price for quick sale £60 per acre. <box>419 928 550 951</box>
agent-name: COLMORE-WILLIAMS, <box>707 300 814 312</box>
column-3 <box>278 28 416 1548</box>
agent-address: LAND & FINANCIAL AGENTS, 'Phone 518. HAWERA. P.O. Box 121. <box>558 975 687 989</box>
ad-paragraph: 62 ACRES, Freehold, carrying 30 cows at the year, 46 when all in, horses, etc., few heifers; 5-bail cow bails and milk shed, 6 bails; metal road; handy to school and cheese factory, also railway station and saleyards. PRICE £58 per acre. <box>419 94 550 139</box>
ad-paragraph: 30 ACRES low hill, ploughable now, and good crops of oats, grasses. The whole property is ring-fenced and subdivided, and watered by creek. The buildings are not in good order but quite habitable. With this farm are 30 picked dairy cows, 1 bull, 2 medium draft horses, all farm tools, separator and cans, bowls and furniture. Price £35 per acre, terms £1000 cash. <box>695 128 826 203</box>
agent-address: LAND AGENTS. Agents: The Ocean Accident and Guarantee Corporation. Municipal Buildings, ELTHAM P.O. Box 112. Telephone: Day 200; Night 123 & 221. <box>282 605 411 641</box>
agent-address: MATAMATA. Box 47. 'Phone 36. <box>430 1159 539 1166</box>
agent-address: LAND & COMMISSION AGENT, BROADWAY ......... STRATFORD. <box>705 514 816 528</box>
ad-paragraph: 1000 ACRES all rich re-claimed swamp, all in grass, all ploughable, now CARRYING 47 DAIRY COWS, 18 TWO-YEAR-OLDS, 44 CALVES, 3 HORSES, BESIDES CUTTING 15 TONS OF HAY. <box>143 760 274 798</box>
ad-paragraph: 51 ACRES freehold, all in grass and crop, fenced and 4 paddocks; watered by springs; modern bungalow house of 5 rooms with all conveniences; 14 miles from railway station and thriving town. PRICE £70 per acre, terms £1000 cash. <box>5 663 136 708</box>
ad-paragraph: 84 ACRES, 14 miles Auckland, on suburban line; well fenced and subdivided; semi-volcanic and all ploughable; good dwelling, cowshed, implement shed, etc. 1 mile to railway and all conveniences. A splendid farm. Price £100 per acre, £1000 deposit. 156 MANGERE CROSSING. <box>5 832 136 892</box>
ad-paragraph: 104 ACRES, South road, Waimate; freehold; 7-roomed house, 6-bail concrete shed, machines installed; 8 paddocks; carrying 60 cows; 4 mile from school and factory, an excellent farm price £120 per acre. These two farms are worth comparing. <box>143 525 274 577</box>
ad-paragraph: It is all very heavy land and has an exceptionally good sole of grass. I have seen nothing better in Taranaki or Manawatu. <box>5 199 136 229</box>
agent-address: AGENTS, STRATFORD. <box>721 891 800 898</box>
